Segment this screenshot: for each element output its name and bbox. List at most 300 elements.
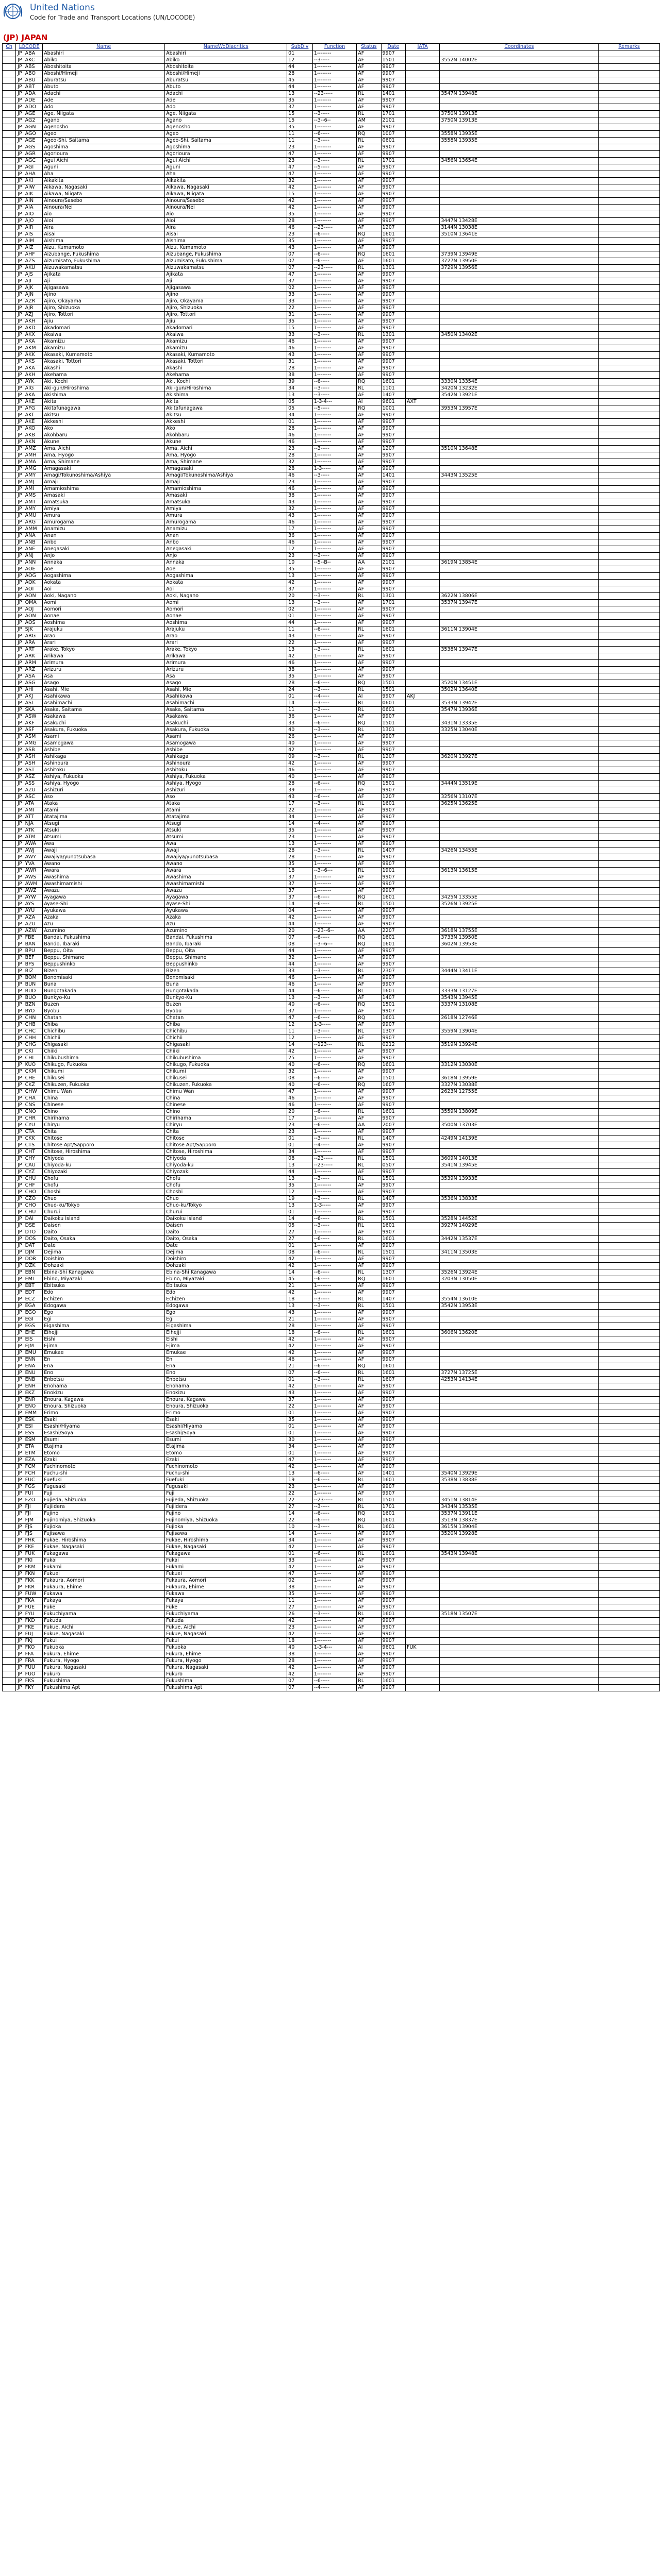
date-cell xyxy=(381,827,405,834)
location-code: ADE xyxy=(25,97,36,103)
remarks-cell xyxy=(599,285,660,292)
name-cell xyxy=(43,1008,165,1015)
cell-text: 25 xyxy=(288,1055,295,1061)
cell-text: Ashiya, Hyogo xyxy=(44,781,79,786)
location-code: AJN xyxy=(25,292,34,297)
cell-text: 1-------- xyxy=(313,1256,332,1262)
country-code: JP xyxy=(18,1189,22,1195)
cell-text: 1-------- xyxy=(313,834,332,840)
name-wo-diacritics-cell xyxy=(165,385,287,392)
locode-cell xyxy=(16,1283,43,1290)
coordinates-cell xyxy=(440,560,599,566)
cell-text: 9907 xyxy=(382,1256,395,1262)
cell-text: Chikuzen, Fukuoka xyxy=(166,1082,212,1088)
country-code: JP xyxy=(18,968,22,974)
cell-text: 35 xyxy=(288,861,295,867)
name-cell xyxy=(43,767,165,774)
date-cell xyxy=(381,1350,405,1357)
locode-cell xyxy=(16,868,43,874)
name-wo-diacritics-cell xyxy=(165,1209,287,1216)
remarks-cell xyxy=(599,613,660,620)
cell-text: Chuo-ku/Tokyo xyxy=(44,1202,80,1208)
change-cell xyxy=(3,499,16,506)
name-wo-diacritics-cell xyxy=(165,1082,287,1089)
cell-text: 9907 xyxy=(382,653,395,659)
table-row xyxy=(3,1290,660,1296)
change-cell xyxy=(3,740,16,747)
cell-text: Atami xyxy=(166,807,180,813)
column-header-subdiv[interactable]: SubDiv xyxy=(287,44,313,50)
cell-text: 1-------- xyxy=(313,580,332,585)
function-cell xyxy=(312,848,356,854)
cell-text: 9907 xyxy=(382,1390,395,1396)
iata-cell xyxy=(406,392,440,399)
cell-text: 1-------- xyxy=(313,452,332,458)
coordinates-cell xyxy=(440,961,599,968)
remarks-cell xyxy=(599,1397,660,1403)
name-wo-diacritics-cell xyxy=(165,359,287,365)
status-cell xyxy=(357,647,381,653)
cell-text: 9907 xyxy=(382,64,395,70)
cell-text: --23--6-- xyxy=(313,928,334,934)
cell-text: 1-------- xyxy=(313,77,332,83)
iata-cell xyxy=(406,1149,440,1156)
date-cell xyxy=(381,238,405,245)
status-cell xyxy=(357,1403,381,1410)
remarks-cell xyxy=(599,667,660,673)
subdiv-cell xyxy=(287,767,313,774)
cell-text: China xyxy=(44,1095,58,1101)
column-header-iata[interactable]: IATA xyxy=(406,44,440,50)
cell-text: 07 xyxy=(288,265,295,270)
status-cell xyxy=(357,700,381,707)
column-header-locode[interactable]: LOCODE xyxy=(16,44,43,50)
location-code: AZU xyxy=(25,787,36,793)
cell-text: Aboshitoita xyxy=(44,64,72,70)
subdiv-cell xyxy=(287,647,313,653)
cell-text: Bando, Ibaraki xyxy=(44,941,79,947)
name-cell xyxy=(43,894,165,901)
cell-text: 14 xyxy=(288,1216,295,1222)
date-cell xyxy=(381,1075,405,1082)
cell-text: 1601 xyxy=(382,1109,395,1114)
cell-text: 1-------- xyxy=(313,827,332,833)
country-code: JP xyxy=(18,352,22,358)
date-cell xyxy=(381,593,405,600)
cell-text: AF xyxy=(358,774,365,779)
name-wo-diacritics-cell xyxy=(165,1022,287,1028)
change-cell xyxy=(3,861,16,868)
iata-cell xyxy=(406,1115,440,1122)
date-cell xyxy=(381,1055,405,1062)
country-code: JP xyxy=(18,292,22,297)
coordinates-cell xyxy=(440,814,599,821)
name-wo-diacritics-cell xyxy=(165,205,287,211)
cell-text: 12 xyxy=(288,57,295,63)
subdiv-cell xyxy=(287,827,313,834)
function-cell xyxy=(312,412,356,419)
cell-text: Ashibe xyxy=(166,747,183,753)
locode-cell xyxy=(16,647,43,653)
locode-cell xyxy=(16,305,43,312)
date-cell xyxy=(381,1149,405,1156)
date-cell xyxy=(381,359,405,365)
name-wo-diacritics-cell xyxy=(165,546,287,553)
date-cell xyxy=(381,660,405,667)
locode-cell xyxy=(16,231,43,238)
function-cell xyxy=(312,941,356,948)
cell-text: AF xyxy=(358,580,365,585)
remarks-cell xyxy=(599,1290,660,1296)
function-cell xyxy=(312,1189,356,1196)
change-cell xyxy=(3,874,16,881)
name-wo-diacritics-cell xyxy=(165,801,287,807)
coordinates-cell xyxy=(440,338,599,345)
locode-cell xyxy=(16,1417,43,1423)
locode-cell xyxy=(16,1316,43,1323)
table-row xyxy=(3,1276,660,1283)
subdiv-cell xyxy=(287,345,313,352)
status-cell xyxy=(357,1223,381,1229)
location-code: AHF xyxy=(25,251,35,257)
name-cell xyxy=(43,1350,165,1357)
cell-text: Edogawa xyxy=(166,1303,189,1309)
locode-cell xyxy=(16,158,43,164)
coordinates-cell xyxy=(440,1343,599,1350)
cell-text: Ageo-Shi, Saitama xyxy=(166,138,211,143)
cell-text: AF xyxy=(358,1142,365,1148)
function-cell xyxy=(312,1236,356,1243)
cell-text: 15 xyxy=(288,325,295,331)
cell-text: Agano xyxy=(44,117,60,123)
cell-text: 9907 xyxy=(382,888,395,893)
cell-text: 9907 xyxy=(382,513,395,518)
cell-text: 10 xyxy=(288,560,295,565)
cell-text: Akamizu xyxy=(44,338,65,344)
coordinates-cell xyxy=(440,881,599,888)
country-code: JP xyxy=(18,426,22,431)
country-code: JP xyxy=(18,1136,22,1141)
name-cell xyxy=(43,1015,165,1022)
cell-text: 47 xyxy=(288,164,295,170)
country-code: JP xyxy=(18,914,22,920)
country-code: JP xyxy=(18,921,22,927)
cell-text: AF xyxy=(358,1229,365,1235)
cell-text: Churui xyxy=(166,1209,183,1215)
date-cell xyxy=(381,71,405,77)
cell-text: Akadomari xyxy=(44,325,71,331)
name-cell xyxy=(43,1430,165,1437)
iata-cell xyxy=(406,1122,440,1129)
subdiv-cell xyxy=(287,245,313,251)
name-cell xyxy=(43,459,165,466)
cell-text: 3510N 13648E xyxy=(441,446,477,451)
cell-text: 3203N 13050E xyxy=(441,1276,477,1282)
cell-text: Awashima xyxy=(166,874,191,880)
remarks-cell xyxy=(599,740,660,747)
name-wo-diacritics-cell xyxy=(165,935,287,941)
locode-cell xyxy=(16,981,43,988)
location-code: ENN xyxy=(25,1357,36,1362)
name-cell xyxy=(43,158,165,164)
column-header-status[interactable]: Status xyxy=(357,44,381,50)
table-row xyxy=(3,1363,660,1370)
subdiv-cell xyxy=(287,1102,313,1109)
date-cell xyxy=(381,97,405,104)
iata-cell xyxy=(406,854,440,861)
cell-text: 27 xyxy=(288,1229,295,1235)
remarks-cell xyxy=(599,493,660,499)
function-cell xyxy=(312,84,356,91)
cell-text: RQ xyxy=(358,1062,366,1067)
cell-text: 9907 xyxy=(382,1035,395,1041)
cell-text: 13 xyxy=(288,91,295,96)
cell-text: Bungotakada xyxy=(44,988,77,994)
remarks-cell xyxy=(599,298,660,305)
date-cell xyxy=(381,600,405,606)
cell-text: RQ xyxy=(358,1015,366,1021)
function-cell xyxy=(312,613,356,620)
change-cell xyxy=(3,372,16,379)
date-cell xyxy=(381,1189,405,1196)
coordinates-cell xyxy=(440,365,599,372)
locode-cell xyxy=(16,626,43,633)
cell-text: 34 xyxy=(288,412,295,418)
function-cell xyxy=(312,1330,356,1336)
locode-cell xyxy=(16,1249,43,1256)
cell-text: 3558N 13935E xyxy=(441,138,477,143)
name-wo-diacritics-cell xyxy=(165,774,287,781)
change-cell xyxy=(3,1296,16,1303)
cell-text: Ado xyxy=(44,104,54,110)
coordinates-cell xyxy=(440,1042,599,1048)
column-header-function[interactable]: Function xyxy=(312,44,356,50)
iata-cell xyxy=(406,318,440,325)
coordinates-cell xyxy=(440,1310,599,1316)
cell-text: 9907 xyxy=(382,1069,395,1074)
name-cell xyxy=(43,1336,165,1343)
iata-cell xyxy=(406,874,440,881)
locode-cell xyxy=(16,700,43,707)
date-cell xyxy=(381,278,405,285)
cell-text: 1-------- xyxy=(313,493,332,498)
remarks-cell xyxy=(599,673,660,680)
change-cell xyxy=(3,1115,16,1122)
name-cell xyxy=(43,278,165,285)
cell-text: Abuto xyxy=(44,84,59,90)
location-code: ABS xyxy=(25,64,35,70)
change-cell xyxy=(3,807,16,814)
cell-text: AF xyxy=(358,278,365,284)
name-cell xyxy=(43,1062,165,1069)
cell-text: 3609N 14013E xyxy=(441,1156,477,1161)
name-cell xyxy=(43,1296,165,1303)
column-header-name-wo-diacritics[interactable]: NameWoDiacritics xyxy=(165,44,287,50)
cell-text: Amiya xyxy=(166,506,182,512)
status-cell xyxy=(357,1022,381,1028)
coordinates-cell xyxy=(440,205,599,211)
function-cell xyxy=(312,57,356,64)
date-cell xyxy=(381,1069,405,1075)
table-row xyxy=(3,1350,660,1357)
cell-text: RL xyxy=(358,1216,365,1222)
location-code: ARK xyxy=(25,653,35,659)
name-wo-diacritics-cell xyxy=(165,1002,287,1008)
cell-text: 9907 xyxy=(382,352,395,358)
table-row xyxy=(3,298,660,305)
column-header-remarks[interactable]: Remarks xyxy=(599,44,660,50)
cell-text: 1601 xyxy=(382,1363,395,1369)
iata-cell xyxy=(406,359,440,365)
change-cell xyxy=(3,714,16,720)
table-row xyxy=(3,1209,660,1216)
coordinates-cell xyxy=(440,97,599,104)
status-cell xyxy=(357,1182,381,1189)
location-code: AGR xyxy=(25,151,36,157)
name-wo-diacritics-cell xyxy=(165,312,287,318)
cell-text: 42 xyxy=(288,1383,295,1389)
country-code: JP xyxy=(18,1182,22,1188)
cell-text: Chiryu xyxy=(44,1122,60,1128)
location-code: AIM xyxy=(25,238,35,244)
table-row xyxy=(3,526,660,533)
remarks-cell xyxy=(599,1089,660,1095)
name-cell xyxy=(43,1115,165,1122)
change-cell xyxy=(3,513,16,519)
locode-cell xyxy=(16,1410,43,1417)
cell-text: 18 xyxy=(288,1330,295,1335)
name-wo-diacritics-cell xyxy=(165,1269,287,1276)
locode-cell xyxy=(16,519,43,526)
change-cell xyxy=(3,888,16,894)
cell-text: --23----- xyxy=(313,265,333,270)
change-cell xyxy=(3,1323,16,1330)
cell-text: 2623N 12755E xyxy=(441,1089,477,1094)
cell-text: AF xyxy=(358,1417,365,1422)
table-row xyxy=(3,84,660,91)
column-header-ch[interactable]: Ch xyxy=(3,44,16,50)
cell-text: Aki-gun/Hiroshima xyxy=(166,385,211,391)
location-code: CAU xyxy=(25,1162,36,1168)
cell-text: 1701 xyxy=(382,158,395,163)
status-cell xyxy=(357,292,381,298)
location-code: AYU xyxy=(25,908,35,913)
column-header-name[interactable]: Name xyxy=(43,44,165,50)
country-code: JP xyxy=(18,693,22,699)
cell-text: AF xyxy=(358,1189,365,1195)
status-cell xyxy=(357,1109,381,1115)
cell-text: Emukae xyxy=(44,1350,64,1355)
country-code: JP xyxy=(18,1115,22,1121)
cell-text: Daisen xyxy=(166,1223,183,1228)
subdiv-cell xyxy=(287,1417,313,1423)
function-cell xyxy=(312,566,356,573)
table-row xyxy=(3,1229,660,1236)
cell-text: 9907 xyxy=(382,774,395,779)
cell-text: 09 xyxy=(288,754,295,759)
country-code: JP xyxy=(18,981,22,987)
date-cell xyxy=(381,647,405,653)
name-cell xyxy=(43,1162,165,1169)
name-wo-diacritics-cell xyxy=(165,225,287,231)
location-code: AZA xyxy=(25,914,36,920)
coordinates-cell xyxy=(440,57,599,64)
cell-text: Aomi xyxy=(44,600,57,605)
change-cell xyxy=(3,312,16,318)
cell-text: 22 xyxy=(288,305,295,311)
cell-text: 1-------- xyxy=(313,1336,332,1342)
column-header-coordinates[interactable]: Coordinates xyxy=(440,44,599,50)
cell-text: AF xyxy=(358,673,365,679)
cell-text: 05 xyxy=(288,1223,295,1228)
cell-text: 33 xyxy=(288,968,295,974)
locode-cell xyxy=(16,600,43,606)
iata-cell xyxy=(406,97,440,104)
change-cell xyxy=(3,164,16,171)
cell-text: 47 xyxy=(288,1015,295,1021)
coordinates-cell xyxy=(440,1182,599,1189)
iata-cell xyxy=(406,439,440,446)
date-cell xyxy=(381,1142,405,1149)
date-cell xyxy=(381,1095,405,1102)
function-cell xyxy=(312,486,356,493)
cell-text: 1-------- xyxy=(313,861,332,867)
location-code: ANE xyxy=(25,546,36,552)
cell-text: Ama, Shimane xyxy=(44,459,80,465)
subdiv-cell xyxy=(287,1035,313,1042)
change-cell xyxy=(3,1022,16,1028)
country-code: JP xyxy=(18,560,22,565)
name-cell xyxy=(43,171,165,178)
iata-cell xyxy=(406,325,440,332)
subdiv-cell xyxy=(287,385,313,392)
change-cell xyxy=(3,318,16,325)
cell-text: 11 xyxy=(288,707,295,713)
name-wo-diacritics-cell xyxy=(165,1169,287,1176)
cell-text: 3541N 13945E xyxy=(441,1162,477,1168)
country-code: JP xyxy=(18,1048,22,1054)
cell-text: 2101 xyxy=(382,560,395,565)
iata-cell xyxy=(406,961,440,968)
location-code: ANJ xyxy=(25,553,34,558)
subdiv-cell xyxy=(287,486,313,493)
cell-text: Amasaki xyxy=(166,493,187,498)
coordinates-cell xyxy=(440,218,599,225)
cell-text: Dejima xyxy=(44,1249,61,1255)
function-cell xyxy=(312,472,356,479)
name-cell xyxy=(43,392,165,399)
table-row xyxy=(3,285,660,292)
table-row xyxy=(3,975,660,981)
function-cell xyxy=(312,1263,356,1269)
cell-text: AF xyxy=(358,834,365,840)
coordinates-cell xyxy=(440,432,599,439)
cell-text: AF xyxy=(358,472,365,478)
cell-text: Chuo-ku/Tokyo xyxy=(166,1202,202,1208)
table-row xyxy=(3,225,660,231)
subdiv-cell xyxy=(287,1249,313,1256)
cell-text: 1-------- xyxy=(313,539,332,545)
status-cell xyxy=(357,325,381,332)
column-header-date[interactable]: Date xyxy=(381,44,405,50)
cell-text: --6----- xyxy=(313,1082,329,1088)
name-wo-diacritics-cell xyxy=(165,586,287,593)
country-code: JP xyxy=(18,479,22,485)
cell-text: Daito, Osaka xyxy=(166,1236,197,1242)
date-cell xyxy=(381,392,405,399)
country-code: JP xyxy=(18,1216,22,1222)
remarks-cell xyxy=(599,392,660,399)
